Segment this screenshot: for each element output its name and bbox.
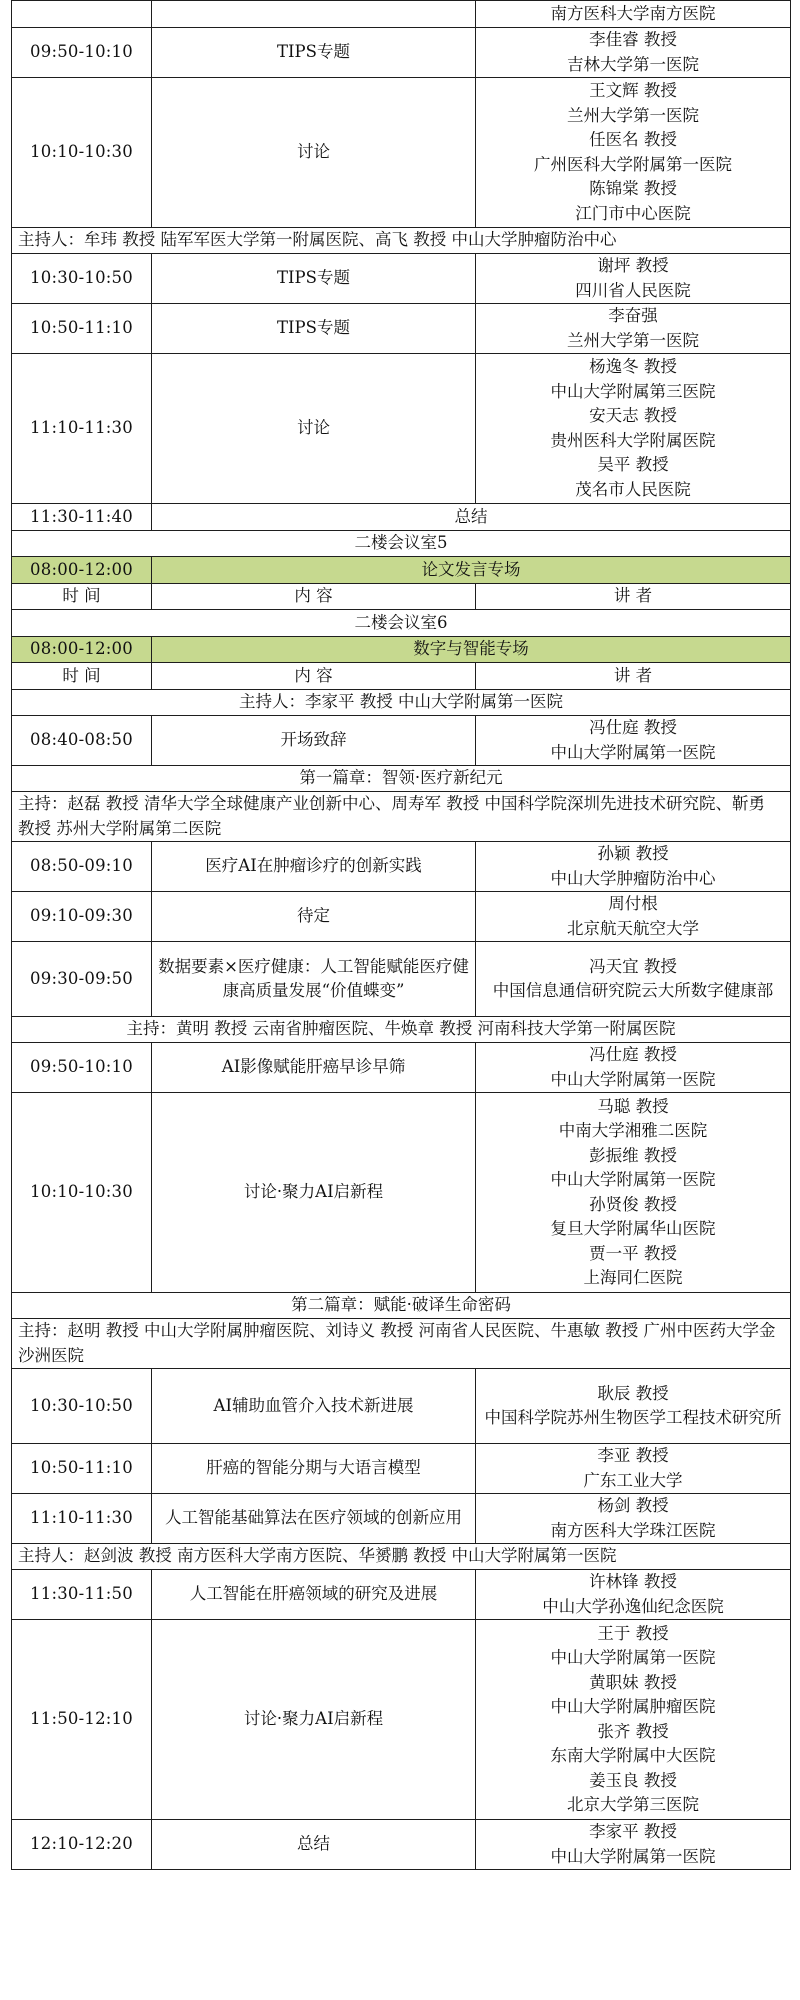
speaker-line: 李佳睿 教授 bbox=[589, 30, 677, 49]
content-cell: 待定 bbox=[152, 892, 476, 942]
speaker-cell bbox=[476, 1820, 791, 1870]
session-row bbox=[12, 304, 791, 354]
speaker-line: 东南大学附属中大医院 bbox=[550, 1746, 716, 1765]
speaker-line: 中山大学肿瘤防治中心 bbox=[550, 868, 716, 888]
speaker-cell bbox=[476, 1494, 791, 1544]
speaker-line: 中山大学附属第一医院 bbox=[550, 1170, 716, 1189]
speaker-line: 中山大学附属第一医院 bbox=[550, 1069, 716, 1089]
content-cell: 人工智能基础算法在医疗领域的创新应用 bbox=[152, 1494, 476, 1544]
time-cell: 09:50-10:10 bbox=[12, 1043, 152, 1093]
time-cell: 11:10-11:30 bbox=[12, 354, 152, 504]
host-line: 第二篇章：赋能·破译生命密码 bbox=[12, 1293, 791, 1319]
speaker-line: 黄职妹 教授 bbox=[589, 1672, 677, 1692]
content-cell: 人工智能在肝癌领域的研究及进展 bbox=[152, 1570, 476, 1620]
session-title: 数字与智能专场 bbox=[152, 637, 791, 663]
host-line: 主持：赵磊 教授 清华大学全球健康产业创新中心、周寿军 教授 中国科学院深圳先进技术研究院、靳勇 教授 苏州大学附属第二医院 bbox=[12, 792, 791, 842]
speaker-line: 贾一平 教授 bbox=[589, 1243, 677, 1263]
session-row bbox=[12, 1, 791, 28]
speaker-line: 吉林大学第一医院 bbox=[567, 54, 699, 74]
speaker-line: 中山大学附属第一医院 bbox=[550, 742, 716, 762]
speaker-cell bbox=[476, 28, 791, 78]
session-row bbox=[12, 942, 791, 1017]
content-cell: 讨论·聚力AI启新程 bbox=[152, 1620, 476, 1820]
content-cell: 数据要素×医疗健康：人工智能赋能医疗健康高质量发展“价值蝶变” bbox=[152, 942, 476, 1017]
speaker-line: 耿辰 教授 bbox=[597, 1383, 669, 1403]
content-cell: TIPS专题 bbox=[152, 304, 476, 354]
host-row bbox=[12, 690, 791, 716]
speaker-line: 北京大学第三医院 bbox=[567, 1795, 699, 1814]
speaker-line: 中南大学湘雅二医院 bbox=[558, 1121, 708, 1140]
time-cell: 10:50-11:10 bbox=[12, 304, 152, 354]
content-cell: 医疗AI在肿瘤诊疗的创新实践 bbox=[152, 842, 476, 892]
speaker-cell bbox=[476, 254, 791, 304]
header-content: 内 容 bbox=[152, 584, 476, 610]
room-row bbox=[12, 610, 791, 637]
speaker-line: 中国科学院苏州生物医学工程技术研究所 bbox=[484, 1408, 782, 1427]
session-row bbox=[12, 1494, 791, 1544]
speaker-line: 四川省人民医院 bbox=[575, 280, 691, 300]
speaker-line: 杨逸冬 教授 bbox=[589, 357, 677, 376]
time-cell bbox=[12, 1, 152, 28]
speaker-cell bbox=[476, 1570, 791, 1620]
session-row bbox=[12, 78, 791, 228]
session-row bbox=[12, 1369, 791, 1444]
speaker-line: 江门市中心医院 bbox=[575, 203, 691, 223]
speaker-line: 中山大学附属第一医院 bbox=[550, 1648, 716, 1667]
session-row bbox=[12, 716, 791, 766]
session-title: 论文发言专场 bbox=[152, 557, 791, 584]
speaker-line: 李奋强 bbox=[608, 306, 658, 325]
speaker-cell bbox=[476, 1620, 791, 1820]
host-line: 主持人：赵剑波 教授 南方医科大学南方医院、华赟鹏 教授 中山大学附属第一医院 bbox=[12, 1544, 791, 1570]
content-cell: 讨论 bbox=[152, 354, 476, 504]
speaker-line: 中国信息通信研究院云大所数字健康部 bbox=[492, 981, 774, 1000]
speaker-cell bbox=[476, 304, 791, 354]
speaker-line: 安天志 教授 bbox=[589, 406, 677, 425]
host-row bbox=[12, 228, 791, 254]
speaker-cell bbox=[476, 1, 791, 28]
time-cell: 10:30-10:50 bbox=[12, 254, 152, 304]
speaker-line: 谢坪 教授 bbox=[597, 256, 669, 275]
content-cell: 总结 bbox=[152, 504, 791, 531]
session-row bbox=[12, 1570, 791, 1620]
host-row bbox=[12, 766, 791, 792]
room-title: 二楼会议室6 bbox=[12, 610, 791, 637]
speaker-line: 复旦大学附属华山医院 bbox=[550, 1219, 716, 1238]
session-row bbox=[12, 1620, 791, 1820]
speaker-line: 冯天宜 教授 bbox=[589, 956, 677, 976]
speaker-cell bbox=[476, 942, 791, 1017]
header-speaker: 讲 者 bbox=[476, 663, 791, 690]
time-cell: 08:50-09:10 bbox=[12, 842, 152, 892]
agenda-table bbox=[11, 0, 791, 1870]
speaker-cell bbox=[476, 78, 791, 228]
content-cell: 讨论·聚力AI启新程 bbox=[152, 1093, 476, 1293]
session-row bbox=[12, 842, 791, 892]
speaker-line: 姜玉良 教授 bbox=[589, 1770, 677, 1790]
session-row bbox=[12, 28, 791, 78]
time-cell: 10:10-10:30 bbox=[12, 1093, 152, 1293]
host-row bbox=[12, 1017, 791, 1043]
host-row bbox=[12, 1319, 791, 1369]
speaker-cell bbox=[476, 1093, 791, 1293]
session-row bbox=[12, 254, 791, 304]
header-speaker: 讲 者 bbox=[476, 584, 791, 610]
time-cell: 11:30-11:50 bbox=[12, 1570, 152, 1620]
speaker-cell bbox=[476, 354, 791, 504]
host-line: 第一篇章：智领·医疗新纪元 bbox=[12, 766, 791, 792]
header-time: 时 间 bbox=[12, 663, 152, 690]
speaker-line: 中山大学附属第三医院 bbox=[550, 381, 716, 401]
speaker-line: 孙颖 教授 bbox=[597, 844, 669, 863]
speaker-line: 彭振维 教授 bbox=[589, 1145, 677, 1165]
speaker-line: 王文辉 教授 bbox=[589, 81, 677, 100]
content-cell: AI影像赋能肝癌早诊早筛 bbox=[152, 1043, 476, 1093]
speaker-cell bbox=[476, 842, 791, 892]
speaker-line: 南方医科大学南方医院 bbox=[550, 3, 716, 23]
host-line: 主持：黄明 教授 云南省肿瘤医院、牛焕章 教授 河南科技大学第一附属医院 bbox=[12, 1017, 791, 1043]
speaker-line: 孙贤俊 教授 bbox=[589, 1194, 677, 1214]
speaker-line: 中山大学附属肿瘤医院 bbox=[550, 1697, 716, 1716]
speaker-cell bbox=[476, 1444, 791, 1494]
speaker-cell bbox=[476, 1043, 791, 1093]
speaker-line: 王于 教授 bbox=[597, 1623, 669, 1643]
speaker-line: 茂名市人民医院 bbox=[575, 479, 691, 499]
green-row bbox=[12, 557, 791, 584]
speaker-cell bbox=[476, 1369, 791, 1444]
content-cell: 讨论 bbox=[152, 78, 476, 228]
time-cell: 09:50-10:10 bbox=[12, 28, 152, 78]
host-row bbox=[12, 1293, 791, 1319]
host-row bbox=[12, 1544, 791, 1570]
host-row bbox=[12, 792, 791, 842]
speaker-cell bbox=[476, 892, 791, 942]
time-cell: 12:10-12:20 bbox=[12, 1820, 152, 1870]
host-line: 主持人：牟玮 教授 陆军军医大学第一附属医院、高飞 教授 中山大学肿瘤防治中心 bbox=[12, 228, 791, 254]
green-row bbox=[12, 637, 791, 663]
host-line: 主持人：李家平 教授 中山大学附属第一医院 bbox=[12, 690, 791, 716]
speaker-cell bbox=[476, 716, 791, 766]
speaker-line: 陈锦棠 教授 bbox=[589, 179, 677, 198]
time-cell: 10:10-10:30 bbox=[12, 78, 152, 228]
speaker-line: 贵州医科大学附属医院 bbox=[550, 430, 716, 450]
speaker-line: 冯仕庭 教授 bbox=[589, 718, 677, 737]
time-cell: 08:00-12:00 bbox=[12, 557, 152, 584]
speaker-line: 中山大学孙逸仙纪念医院 bbox=[542, 1596, 724, 1616]
speaker-line: 广州医科大学附属第一医院 bbox=[534, 154, 732, 174]
speaker-line: 冯仕庭 教授 bbox=[589, 1045, 677, 1064]
speaker-line: 南方医科大学珠江医院 bbox=[550, 1520, 716, 1540]
host-line: 主持：赵明 教授 中山大学附属肿瘤医院、刘诗义 教授 河南省人民医院、牛惠敏 教授 广州中医药大学金沙洲医院 bbox=[12, 1319, 791, 1369]
time-cell: 10:50-11:10 bbox=[12, 1444, 152, 1494]
content-cell bbox=[152, 1, 476, 28]
time-cell: 09:30-09:50 bbox=[12, 942, 152, 1017]
speaker-line: 任医名 教授 bbox=[589, 130, 677, 149]
time-cell: 11:50-12:10 bbox=[12, 1620, 152, 1820]
session-row bbox=[12, 504, 791, 531]
header-row bbox=[12, 584, 791, 610]
session-row bbox=[12, 1043, 791, 1093]
speaker-line: 李亚 教授 bbox=[597, 1446, 669, 1465]
header-time: 时 间 bbox=[12, 584, 152, 610]
session-row bbox=[12, 1820, 791, 1870]
content-cell: AI辅助血管介入技术新进展 bbox=[152, 1369, 476, 1444]
speaker-line: 李家平 教授 bbox=[589, 1822, 677, 1841]
speaker-line: 许林锋 教授 bbox=[589, 1572, 677, 1591]
speaker-line: 吴平 教授 bbox=[597, 455, 669, 474]
speaker-line: 张齐 教授 bbox=[597, 1721, 669, 1741]
content-cell: 肝癌的智能分期与大语言模型 bbox=[152, 1444, 476, 1494]
speaker-line: 北京航天航空大学 bbox=[567, 918, 699, 938]
content-cell: TIPS专题 bbox=[152, 28, 476, 78]
speaker-line: 杨剑 教授 bbox=[597, 1496, 669, 1515]
time-cell: 08:00-12:00 bbox=[12, 637, 152, 663]
speaker-line: 中山大学附属第一医院 bbox=[550, 1846, 716, 1866]
time-cell: 09:10-09:30 bbox=[12, 892, 152, 942]
session-row bbox=[12, 1444, 791, 1494]
speaker-line: 兰州大学第一医院 bbox=[567, 330, 699, 350]
room-title: 二楼会议室5 bbox=[12, 531, 791, 557]
content-cell: TIPS专题 bbox=[152, 254, 476, 304]
header-row bbox=[12, 663, 791, 690]
session-row bbox=[12, 354, 791, 504]
session-row bbox=[12, 1093, 791, 1293]
speaker-line: 周付根 bbox=[608, 894, 658, 913]
session-row bbox=[12, 892, 791, 942]
content-cell: 总结 bbox=[152, 1820, 476, 1870]
header-content: 内 容 bbox=[152, 663, 476, 690]
agenda-body bbox=[12, 1, 791, 1870]
speaker-line: 上海同仁医院 bbox=[583, 1268, 683, 1287]
room-row bbox=[12, 531, 791, 557]
time-cell: 10:30-10:50 bbox=[12, 1369, 152, 1444]
speaker-line: 马聪 教授 bbox=[597, 1096, 669, 1116]
content-cell: 开场致辞 bbox=[152, 716, 476, 766]
time-cell: 11:30-11:40 bbox=[12, 504, 152, 531]
time-cell: 11:10-11:30 bbox=[12, 1494, 152, 1544]
time-cell: 08:40-08:50 bbox=[12, 716, 152, 766]
speaker-line: 广东工业大学 bbox=[583, 1470, 683, 1490]
speaker-line: 兰州大学第一医院 bbox=[567, 105, 699, 125]
